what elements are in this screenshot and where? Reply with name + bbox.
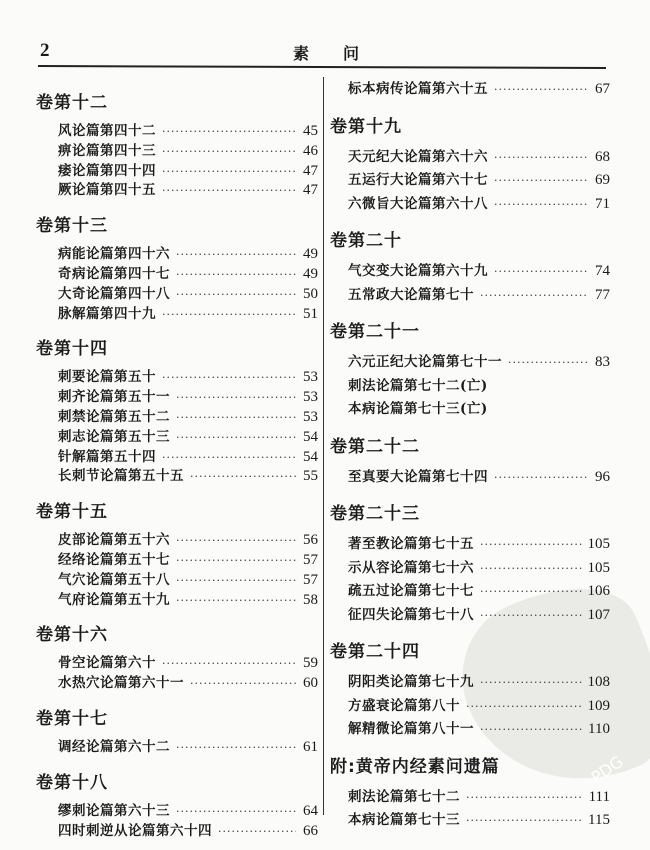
- toc-entry-page: 108: [587, 674, 610, 690]
- toc-entry-page: 49: [303, 246, 318, 263]
- toc-entry-title: 缪刺论篇第六十三: [58, 802, 170, 819]
- toc-entry-title: 解精微论篇第八十一: [348, 721, 474, 737]
- toc-entry-page: 57: [303, 571, 318, 588]
- toc-entry-title: 调经论篇第六十二: [58, 738, 170, 755]
- dot-leader: [494, 193, 588, 217]
- toc-entry-page: 96: [595, 468, 610, 485]
- toc-entry-page: 77: [595, 286, 610, 303]
- toc-entry-title: 刺志论篇第五十三: [58, 428, 170, 445]
- toc-entry-page: 47: [303, 162, 318, 179]
- toc-entry[interactable]: [36, 467, 318, 487]
- toc-entry-title: 示从容论篇第七十六: [348, 559, 474, 576]
- toc-entry[interactable]: [330, 146, 610, 170]
- dot-leader: [480, 557, 582, 581]
- toc-entry-page: 74: [595, 263, 610, 279]
- toc-entry-title: 皮部论篇第五十六: [58, 532, 170, 549]
- toc-entry-title: 奇病论篇第四十七: [58, 265, 170, 282]
- toc-entry[interactable]: [36, 448, 318, 468]
- toc-entry[interactable]: [330, 604, 610, 628]
- dot-leader: [162, 122, 296, 142]
- toc-entry-title: 骨空论篇第六十: [58, 655, 156, 672]
- toc-entry-page: 105: [587, 559, 610, 576]
- toc-entry-page: 111: [588, 788, 610, 805]
- toc-entry-title: 刺法论篇第七十二: [348, 788, 460, 805]
- running-title: 素问: [293, 44, 394, 63]
- volume-heading: 卷第十三: [36, 216, 108, 237]
- toc-entry-title: 六微旨大论篇第六十八: [348, 195, 488, 212]
- dot-leader: [176, 428, 296, 448]
- dot-leader: [494, 466, 588, 490]
- toc-entry[interactable]: [36, 802, 318, 822]
- toc-entry-title: 至真要大论篇第七十四: [348, 468, 488, 485]
- toc-entry-page: 105: [587, 536, 610, 552]
- toc-entry-title: 经络论篇第五十七: [58, 551, 170, 568]
- dot-leader: [480, 671, 582, 695]
- toc-entry-page: 57: [303, 551, 318, 568]
- toc-entry-page: 53: [303, 408, 318, 425]
- toc-entry[interactable]: [330, 193, 610, 217]
- toc-entry[interactable]: [36, 571, 318, 591]
- column-divider: [323, 77, 324, 815]
- toc-entry[interactable]: [36, 162, 318, 182]
- toc-entry-title: 痿论篇第四十四: [58, 162, 156, 179]
- toc-entry[interactable]: [330, 786, 610, 810]
- toc-entry[interactable]: [36, 822, 318, 842]
- toc-entry-page: 61: [303, 738, 318, 755]
- toc-entry-page: 110: [588, 721, 610, 737]
- toc-entry-page: 54: [303, 448, 318, 465]
- toc-entry[interactable]: [330, 398, 610, 422]
- toc-entry-page: 54: [303, 428, 318, 445]
- dot-leader: [176, 591, 296, 611]
- dot-leader: [466, 695, 582, 719]
- toc-entry-page: 107: [587, 606, 610, 623]
- toc-entry-page: 46: [303, 142, 318, 159]
- toc-entry[interactable]: [36, 551, 318, 571]
- toc-entry[interactable]: [36, 265, 318, 285]
- toc-entry[interactable]: [330, 260, 610, 284]
- dot-leader: [176, 571, 296, 591]
- toc-entry[interactable]: [330, 580, 610, 604]
- toc-entry-title: 五运行大论篇第六十七: [348, 172, 488, 188]
- toc-entry-page: 51: [303, 305, 318, 322]
- toc-entry-title: 风论篇第四十二: [58, 123, 156, 139]
- dot-leader: [190, 674, 296, 694]
- toc-entry-page: 59: [303, 655, 318, 672]
- volume-heading: 卷第二十一: [330, 322, 420, 342]
- toc-entry-page: 45: [303, 123, 318, 139]
- dot-leader: [176, 388, 296, 408]
- dot-leader: [480, 604, 582, 628]
- toc-entry-title: 著至教论篇第七十五: [348, 536, 474, 552]
- toc-entry-page: 53: [303, 369, 318, 386]
- dot-leader: [176, 265, 296, 285]
- dot-leader: [176, 738, 296, 758]
- dot-leader: [480, 284, 588, 308]
- dot-leader: [162, 368, 296, 388]
- dot-leader: [162, 448, 296, 468]
- toc-entry-page: 58: [303, 591, 318, 608]
- dot-leader: [494, 146, 588, 170]
- header-rule: [38, 65, 606, 69]
- page-number: 2: [40, 40, 50, 61]
- toc-entry-title: 五常政大论篇第七十: [348, 286, 474, 303]
- toc-entry-title: 征四失论篇第七十八: [348, 606, 474, 623]
- dot-leader: [176, 551, 296, 571]
- dot-leader: [190, 467, 296, 487]
- toc-entry[interactable]: [36, 181, 318, 201]
- toc-entry-page: 69: [595, 172, 610, 188]
- dot-leader: [466, 786, 583, 810]
- toc-entry-title: 气府论篇第五十九: [58, 591, 170, 608]
- dot-leader: [508, 351, 588, 375]
- toc-right-column: [330, 78, 610, 833]
- dot-leader: [218, 822, 296, 842]
- toc-entry-title: 长刺节论篇第五十五: [58, 468, 184, 485]
- dot-leader: [162, 654, 296, 674]
- toc-entry-page: 47: [303, 182, 318, 199]
- dot-leader: [176, 531, 296, 551]
- toc-entry-page: 53: [303, 389, 318, 406]
- volume-heading: 卷第二十三: [330, 504, 420, 524]
- dot-leader: [162, 305, 296, 325]
- toc-entry[interactable]: [36, 122, 318, 142]
- toc-entry[interactable]: [36, 654, 318, 674]
- volume-heading: 卷第十二: [36, 93, 108, 113]
- toc-entry[interactable]: [36, 428, 318, 448]
- volume-heading: 卷第十五: [36, 502, 108, 523]
- toc-entry-page: 64: [303, 802, 318, 819]
- toc-entry[interactable]: [36, 245, 318, 265]
- toc-entry-page: 66: [303, 822, 318, 839]
- toc-entry[interactable]: [36, 738, 318, 758]
- toc-entry[interactable]: [330, 466, 610, 490]
- toc-entry-title: 本病论篇第七十三(亡): [348, 401, 488, 417]
- toc-entry[interactable]: [36, 305, 318, 325]
- volume-heading: 附:黄帝内经素问遗篇: [330, 756, 500, 777]
- toc-entry-title: 六元正纪大论篇第七十一: [348, 354, 502, 370]
- toc-entry[interactable]: [330, 809, 610, 833]
- toc-entry[interactable]: [330, 375, 610, 399]
- toc-entry[interactable]: [36, 368, 318, 388]
- dot-leader: [466, 809, 582, 833]
- toc-entry-title: 气穴论篇第五十八: [58, 571, 170, 588]
- toc-entry-title: 方盛衰论篇第八十: [348, 697, 460, 714]
- volume-heading: 卷第二十二: [330, 436, 420, 457]
- dot-leader: [480, 580, 582, 604]
- toc-entry-title: 厥论篇第四十五: [58, 182, 156, 199]
- dot-leader: [494, 78, 588, 102]
- toc-entry-title: 针解篇第五十四: [58, 448, 156, 465]
- toc-entry-page: 106: [587, 583, 610, 599]
- toc-entry-page: 50: [303, 285, 318, 302]
- toc-entry-page: 71: [595, 195, 610, 212]
- toc-entry[interactable]: [330, 557, 610, 581]
- toc-entry[interactable]: [330, 78, 610, 102]
- toc-entry-title: 四时刺逆从论篇第六十四: [58, 822, 212, 839]
- toc-entry-title: 水热穴论篇第六十一: [58, 675, 184, 692]
- toc-entry[interactable]: [36, 531, 318, 551]
- toc-entry-title: 天元纪大论篇第六十六: [348, 148, 488, 165]
- toc-entry-title: 刺法论篇第七十二(亡): [348, 377, 488, 394]
- toc-entry-page: 109: [587, 697, 610, 714]
- toc-entry[interactable]: [330, 695, 610, 719]
- toc-entry[interactable]: [330, 351, 610, 375]
- toc-entry-page: 55: [303, 468, 318, 485]
- dot-leader: [162, 181, 296, 201]
- toc-entry[interactable]: [36, 142, 318, 162]
- toc-entry-page: 56: [303, 532, 318, 549]
- dot-leader: [176, 245, 296, 265]
- volume-heading: 卷第十四: [36, 339, 108, 360]
- volume-heading: 卷第十九: [330, 116, 402, 137]
- dot-leader: [176, 408, 296, 428]
- toc-entry-title: 大奇论篇第四十八: [58, 285, 170, 302]
- toc-entry[interactable]: [36, 408, 318, 428]
- volume-heading: 卷第二十: [330, 231, 402, 251]
- toc-entry-title: 本病论篇第七十三: [348, 812, 460, 828]
- toc-entry[interactable]: [36, 388, 318, 408]
- toc-entry-title: 脉解篇第四十九: [58, 305, 156, 322]
- volume-heading: 卷第十六: [36, 625, 108, 646]
- volume-heading: 卷第十七: [36, 708, 108, 729]
- toc-entry[interactable]: [330, 169, 610, 193]
- toc-entry[interactable]: [36, 674, 318, 694]
- toc-entry-title: 痹论篇第四十三: [58, 142, 156, 159]
- toc-entry[interactable]: [36, 285, 318, 305]
- watermark-text: PDG: [587, 751, 627, 788]
- toc-entry-title: 气交变大论篇第六十九: [348, 263, 488, 279]
- dot-leader: [494, 260, 588, 284]
- toc-entry-title: 疏五过论篇第七十七: [348, 583, 474, 599]
- toc-entry-title: 刺齐论篇第五十一: [58, 389, 170, 406]
- toc-entry-page: 68: [595, 148, 610, 165]
- toc-entry-title: 刺禁论篇第五十二: [58, 408, 170, 425]
- toc-left-column: [36, 78, 318, 841]
- toc-entry-page: 60: [303, 675, 318, 692]
- toc-entry-page: 49: [303, 265, 318, 282]
- toc-entry-title: 刺要论篇第五十: [58, 369, 156, 386]
- toc-entry[interactable]: [330, 284, 610, 308]
- toc-entry-page: 83: [595, 354, 610, 370]
- toc-entry[interactable]: [36, 591, 318, 611]
- toc-entry-title: 标本病传论篇第六十五: [348, 81, 488, 97]
- dot-leader: [480, 533, 582, 557]
- dot-leader: [176, 285, 296, 305]
- dot-leader: [494, 169, 588, 193]
- toc-entry[interactable]: [330, 718, 610, 742]
- volume-heading: 卷第十八: [36, 772, 108, 793]
- toc-entry-page: 115: [588, 812, 610, 828]
- toc-entry[interactable]: [330, 671, 610, 695]
- dot-leader: [162, 162, 296, 182]
- dot-leader: [162, 142, 296, 162]
- volume-heading: 卷第二十四: [330, 642, 420, 662]
- toc-entry-page: 67: [595, 81, 610, 97]
- dot-leader: [480, 718, 582, 742]
- dot-leader: [176, 802, 296, 822]
- toc-entry-title: 病能论篇第四十六: [58, 246, 170, 263]
- toc-entry-title: 阴阳类论篇第七十九: [348, 674, 474, 690]
- toc-entry[interactable]: [330, 533, 610, 557]
